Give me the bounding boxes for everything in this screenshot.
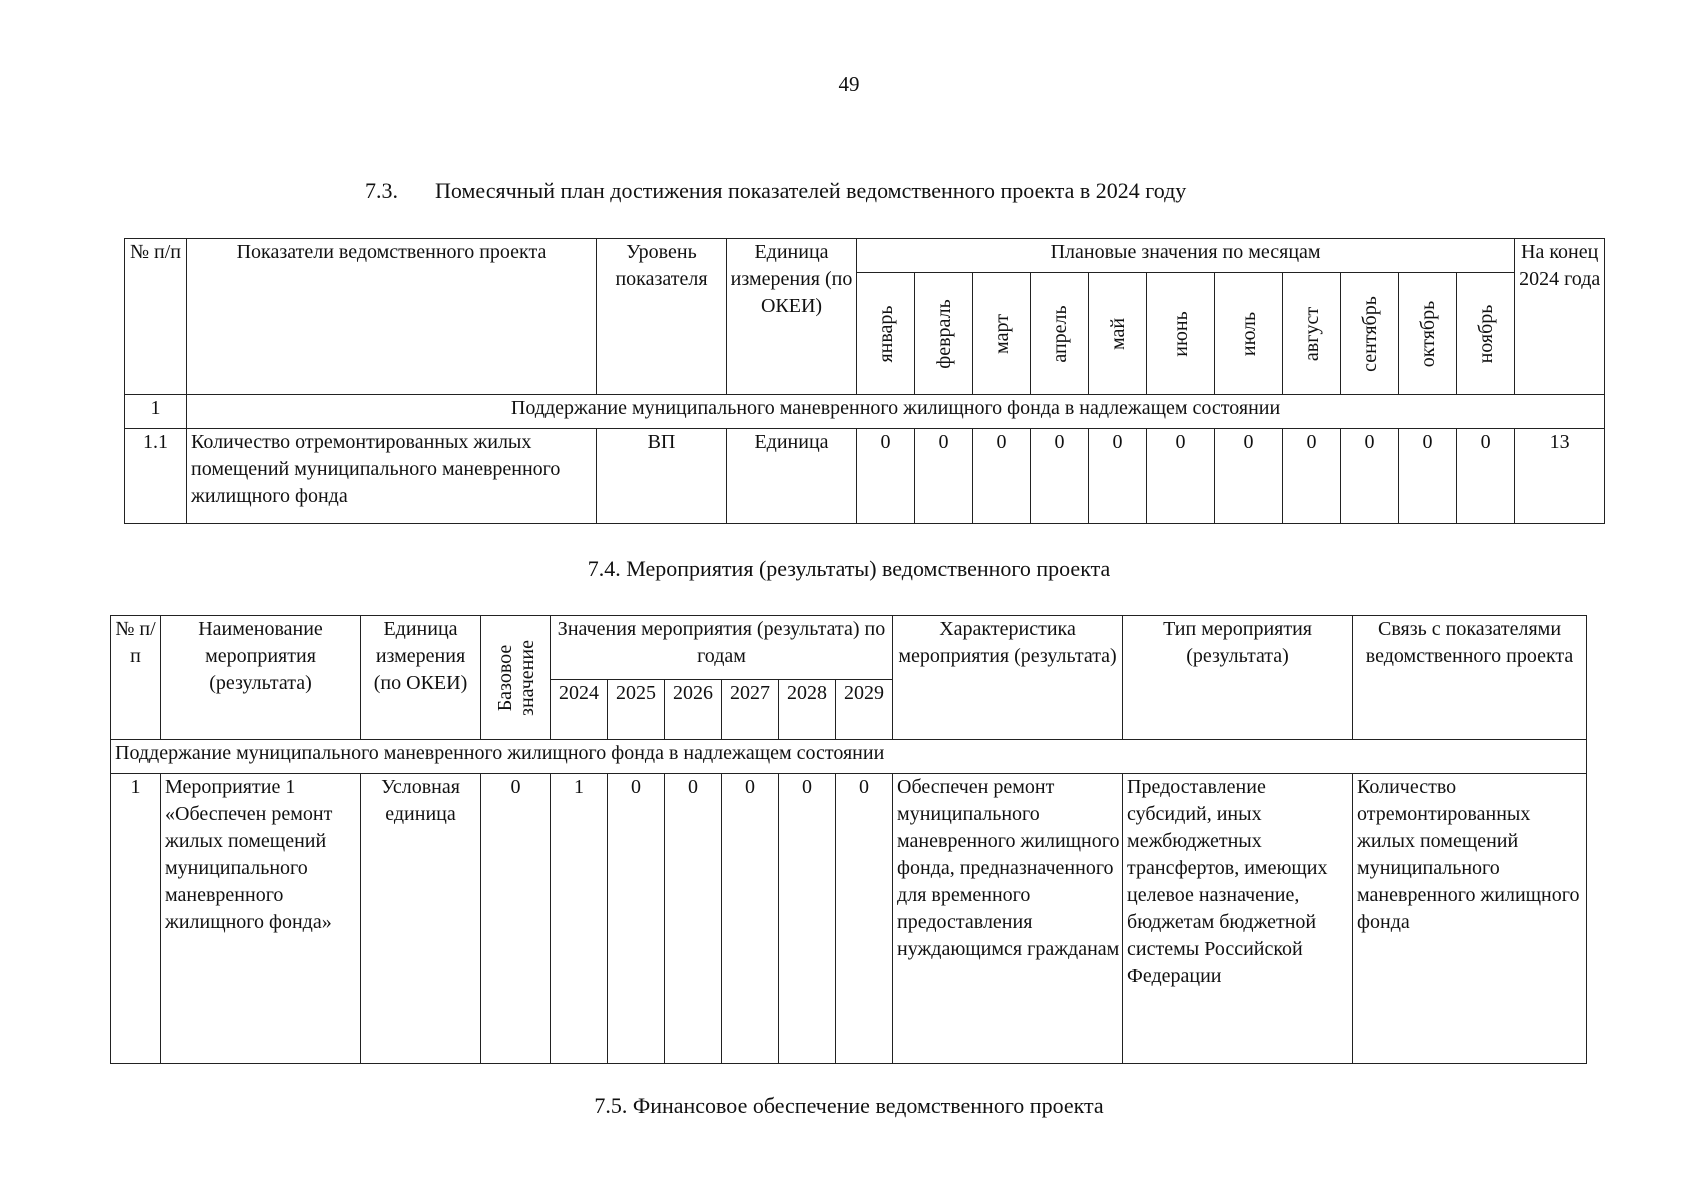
header-base: Базовое значение bbox=[481, 616, 551, 740]
header-indicators: Показатели ведомственного проекта bbox=[187, 239, 597, 395]
month-value: 0 bbox=[1147, 429, 1215, 524]
year-header: 2024 bbox=[551, 680, 608, 740]
section-7-3-number: 7.3. bbox=[365, 178, 398, 203]
year-value: 0 bbox=[779, 774, 836, 1064]
month-header: февраль bbox=[915, 273, 973, 395]
group-title: Поддержание муниципального маневренного жилищного фонда в надлежащем состоянии bbox=[111, 740, 1587, 774]
month-header: август bbox=[1283, 273, 1341, 395]
year-value: 1 bbox=[551, 774, 608, 1064]
header-end-of-year: На конец 2024 года bbox=[1515, 239, 1605, 395]
month-value: 0 bbox=[1283, 429, 1341, 524]
header-unit: Единица измерения (по ОКЕИ) bbox=[361, 616, 481, 740]
month-value: 0 bbox=[915, 429, 973, 524]
year-header: 2029 bbox=[836, 680, 893, 740]
row-type: Предоставление субсидий, иных межбюджетных трансфертов, имеющих целевое назначение, бюджетам бюджетной системы Российской Федерации bbox=[1123, 774, 1353, 1064]
row-activity-name: Мероприятие 1 «Обеспечен ремонт жилых помещений муниципального маневренного жилищного фонда» bbox=[161, 774, 361, 1064]
month-header: май bbox=[1089, 273, 1147, 395]
header-values: Значения мероприятия (результата) по годам bbox=[551, 616, 893, 680]
month-header: сентябрь bbox=[1341, 273, 1399, 395]
section-7-5-title: 7.5. Финансовое обеспечение ведомственного проекта bbox=[594, 1093, 1104, 1118]
year-value: 0 bbox=[608, 774, 665, 1064]
row-link: Количество отремонтированных жилых помещений муниципального маневренного жилищного фонда bbox=[1353, 774, 1587, 1064]
header-level: Уровень показателя bbox=[597, 239, 727, 395]
year-value: 0 bbox=[665, 774, 722, 1064]
month-header: январь bbox=[857, 273, 915, 395]
month-value: 0 bbox=[1031, 429, 1089, 524]
month-header: ноябрь bbox=[1457, 273, 1515, 395]
group-title: Поддержание муниципального маневренного жилищного фонда в надлежащем состоянии bbox=[187, 395, 1605, 429]
row-num: 1.1 bbox=[125, 429, 187, 524]
row-unit: Условная единица bbox=[361, 774, 481, 1064]
monthly-plan-table bbox=[124, 238, 1605, 524]
end-of-year-value: 13 bbox=[1515, 429, 1605, 524]
header-link: Связь с показателями ведомственного проекта bbox=[1353, 616, 1587, 740]
section-7-3-title: Помесячный план достижения показателей ведомственного проекта в 2024 году bbox=[435, 178, 1187, 203]
header-num: № п/п bbox=[125, 239, 187, 395]
row-characteristic: Обеспечен ремонт муниципального маневренного жилищного фонда, предназначенного для временного предоставления нуждающимся гражданам bbox=[893, 774, 1123, 1064]
section-7-4-title: 7.4. Мероприятия (результаты) ведомственного проекта bbox=[587, 556, 1111, 581]
year-header: 2026 bbox=[665, 680, 722, 740]
month-value: 0 bbox=[1215, 429, 1283, 524]
month-value: 0 bbox=[973, 429, 1031, 524]
year-header: 2025 bbox=[608, 680, 665, 740]
header-num: № п/п bbox=[111, 616, 161, 740]
year-value: 0 bbox=[836, 774, 893, 1064]
month-header: июль bbox=[1215, 273, 1283, 395]
year-header: 2028 bbox=[779, 680, 836, 740]
activities-table bbox=[110, 615, 1587, 1064]
month-header: март bbox=[973, 273, 1031, 395]
row-unit: Единица bbox=[727, 429, 857, 524]
page-number: 49 bbox=[838, 72, 860, 96]
month-header: апрель bbox=[1031, 273, 1089, 395]
month-header: октябрь bbox=[1399, 273, 1457, 395]
month-value: 0 bbox=[1457, 429, 1515, 524]
row-base-value: 0 bbox=[481, 774, 551, 1064]
row-level: ВП bbox=[597, 429, 727, 524]
row-num: 1 bbox=[111, 774, 161, 1064]
month-value: 0 bbox=[1341, 429, 1399, 524]
header-type: Тип мероприятия (результата) bbox=[1123, 616, 1353, 740]
month-value: 0 bbox=[857, 429, 915, 524]
header-monthly: Плановые значения по месяцам bbox=[857, 239, 1515, 273]
month-value: 0 bbox=[1399, 429, 1457, 524]
header-name: Наименование мероприятия (результата) bbox=[161, 616, 361, 740]
row-indicator-name: Количество отремонтированных жилых помещений муниципального маневренного жилищного фонда bbox=[187, 429, 597, 524]
header-characteristic: Характеристика мероприятия (результата) bbox=[893, 616, 1123, 740]
month-value: 0 bbox=[1089, 429, 1147, 524]
year-value: 0 bbox=[722, 774, 779, 1064]
group-num: 1 bbox=[125, 395, 187, 429]
month-header: июнь bbox=[1147, 273, 1215, 395]
header-unit: Единица измерения (по ОКЕИ) bbox=[727, 239, 857, 395]
year-header: 2027 bbox=[722, 680, 779, 740]
